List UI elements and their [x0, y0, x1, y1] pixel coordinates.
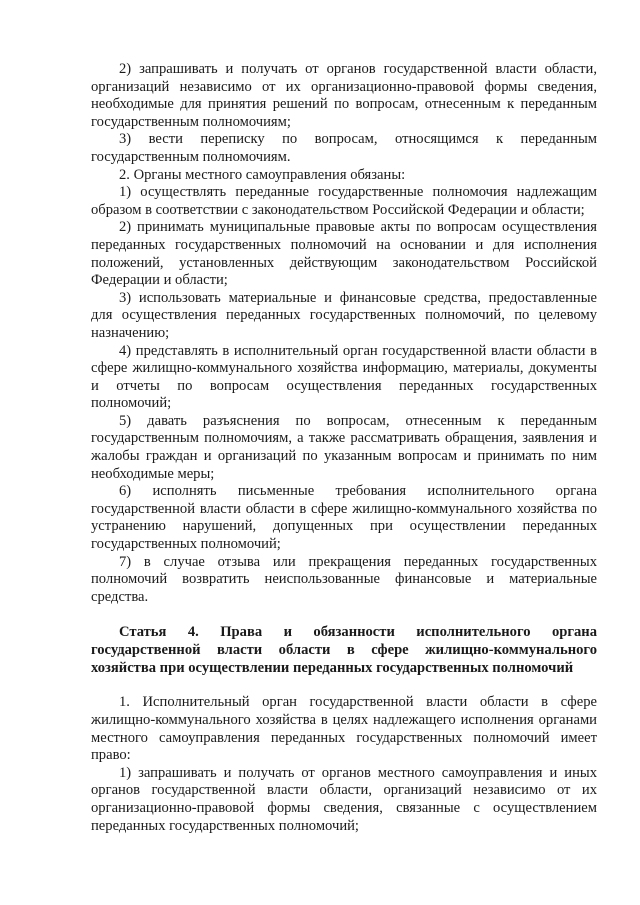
paragraph: 2. Органы местного самоуправления обязаны: — [119, 166, 406, 183]
paragraph: 1) осуществлять переданные государственные полномочия надлежащим образом в соответствии с законодательством Российской Федерации и области; — [91, 184, 597, 218]
paragraph: 2) принимать муниципальные правовые акты по вопросам осуществления переданных государственных полномочий на основании и для исполнения положений, установленных действующим законодательством Российской Федерации и области; — [91, 219, 597, 289]
paragraph: 2) запрашивать и получать от органов государственной власти области, организаций независимо от их организационно-правовой формы сведения, необходимые для принятия решений по вопросам, отнесенным к переданным государственным полномочиям; — [91, 61, 597, 130]
document-body — [91, 61, 597, 835]
spacer — [91, 677, 597, 694]
paragraph: 1. Исполнительный орган государственной власти области в сфере жилищно-коммунального хозяйства в целях надлежащего исполнения органами местного самоуправления переданных государственных полномочий имеет право: — [91, 694, 597, 764]
paragraph: 3) использовать материальные и финансовые средства, предоставленные для осуществления переданных государственных полномочий, по целевому назначению; — [91, 289, 597, 341]
spacer — [91, 606, 597, 623]
paragraph: 1) запрашивать и получать от органов местного самоуправления и иных органов государственной власти области, организаций независимо от их организационно-правовой формы сведения, связанные с осуществлением переданных государственных полномочий; — [91, 764, 597, 834]
paragraph: 7) в случае отзыва или прекращения переданных государственных полномочий возвратить неиспользованные финансовые и материальные средства. — [91, 553, 597, 605]
paragraph: 3) вести переписку по вопросам, относящимся к переданным государственным полномочиям. — [91, 131, 597, 165]
article-heading: Статья 4. Права и обязанности исполнительного органа государственной власти области в сфере жилищно-коммунального хозяйства при осуществлении переданных государственных полномочий — [91, 624, 597, 677]
paragraph: 5) давать разъяснения по вопросам, отнесенным к переданным государственным полномочиям, а также рассматривать обращения, заявления и жалобы граждан и организаций по указанным вопросам и принимать по ним необходимые меры; — [91, 412, 597, 482]
paragraph: 6) исполнять письменные требования исполнительного органа государственной власти области в сфере жилищно-коммунального хозяйства по устранению нарушений, допущенных при осуществлении переданных государственных полномочий; — [91, 483, 597, 553]
paragraph: 4) представлять в исполнительный орган государственной власти области в сфере жилищно-коммунального хозяйства информацию, материалы, документы и отчеты по вопросам осуществления переданных государственных полномочий; — [91, 342, 597, 412]
